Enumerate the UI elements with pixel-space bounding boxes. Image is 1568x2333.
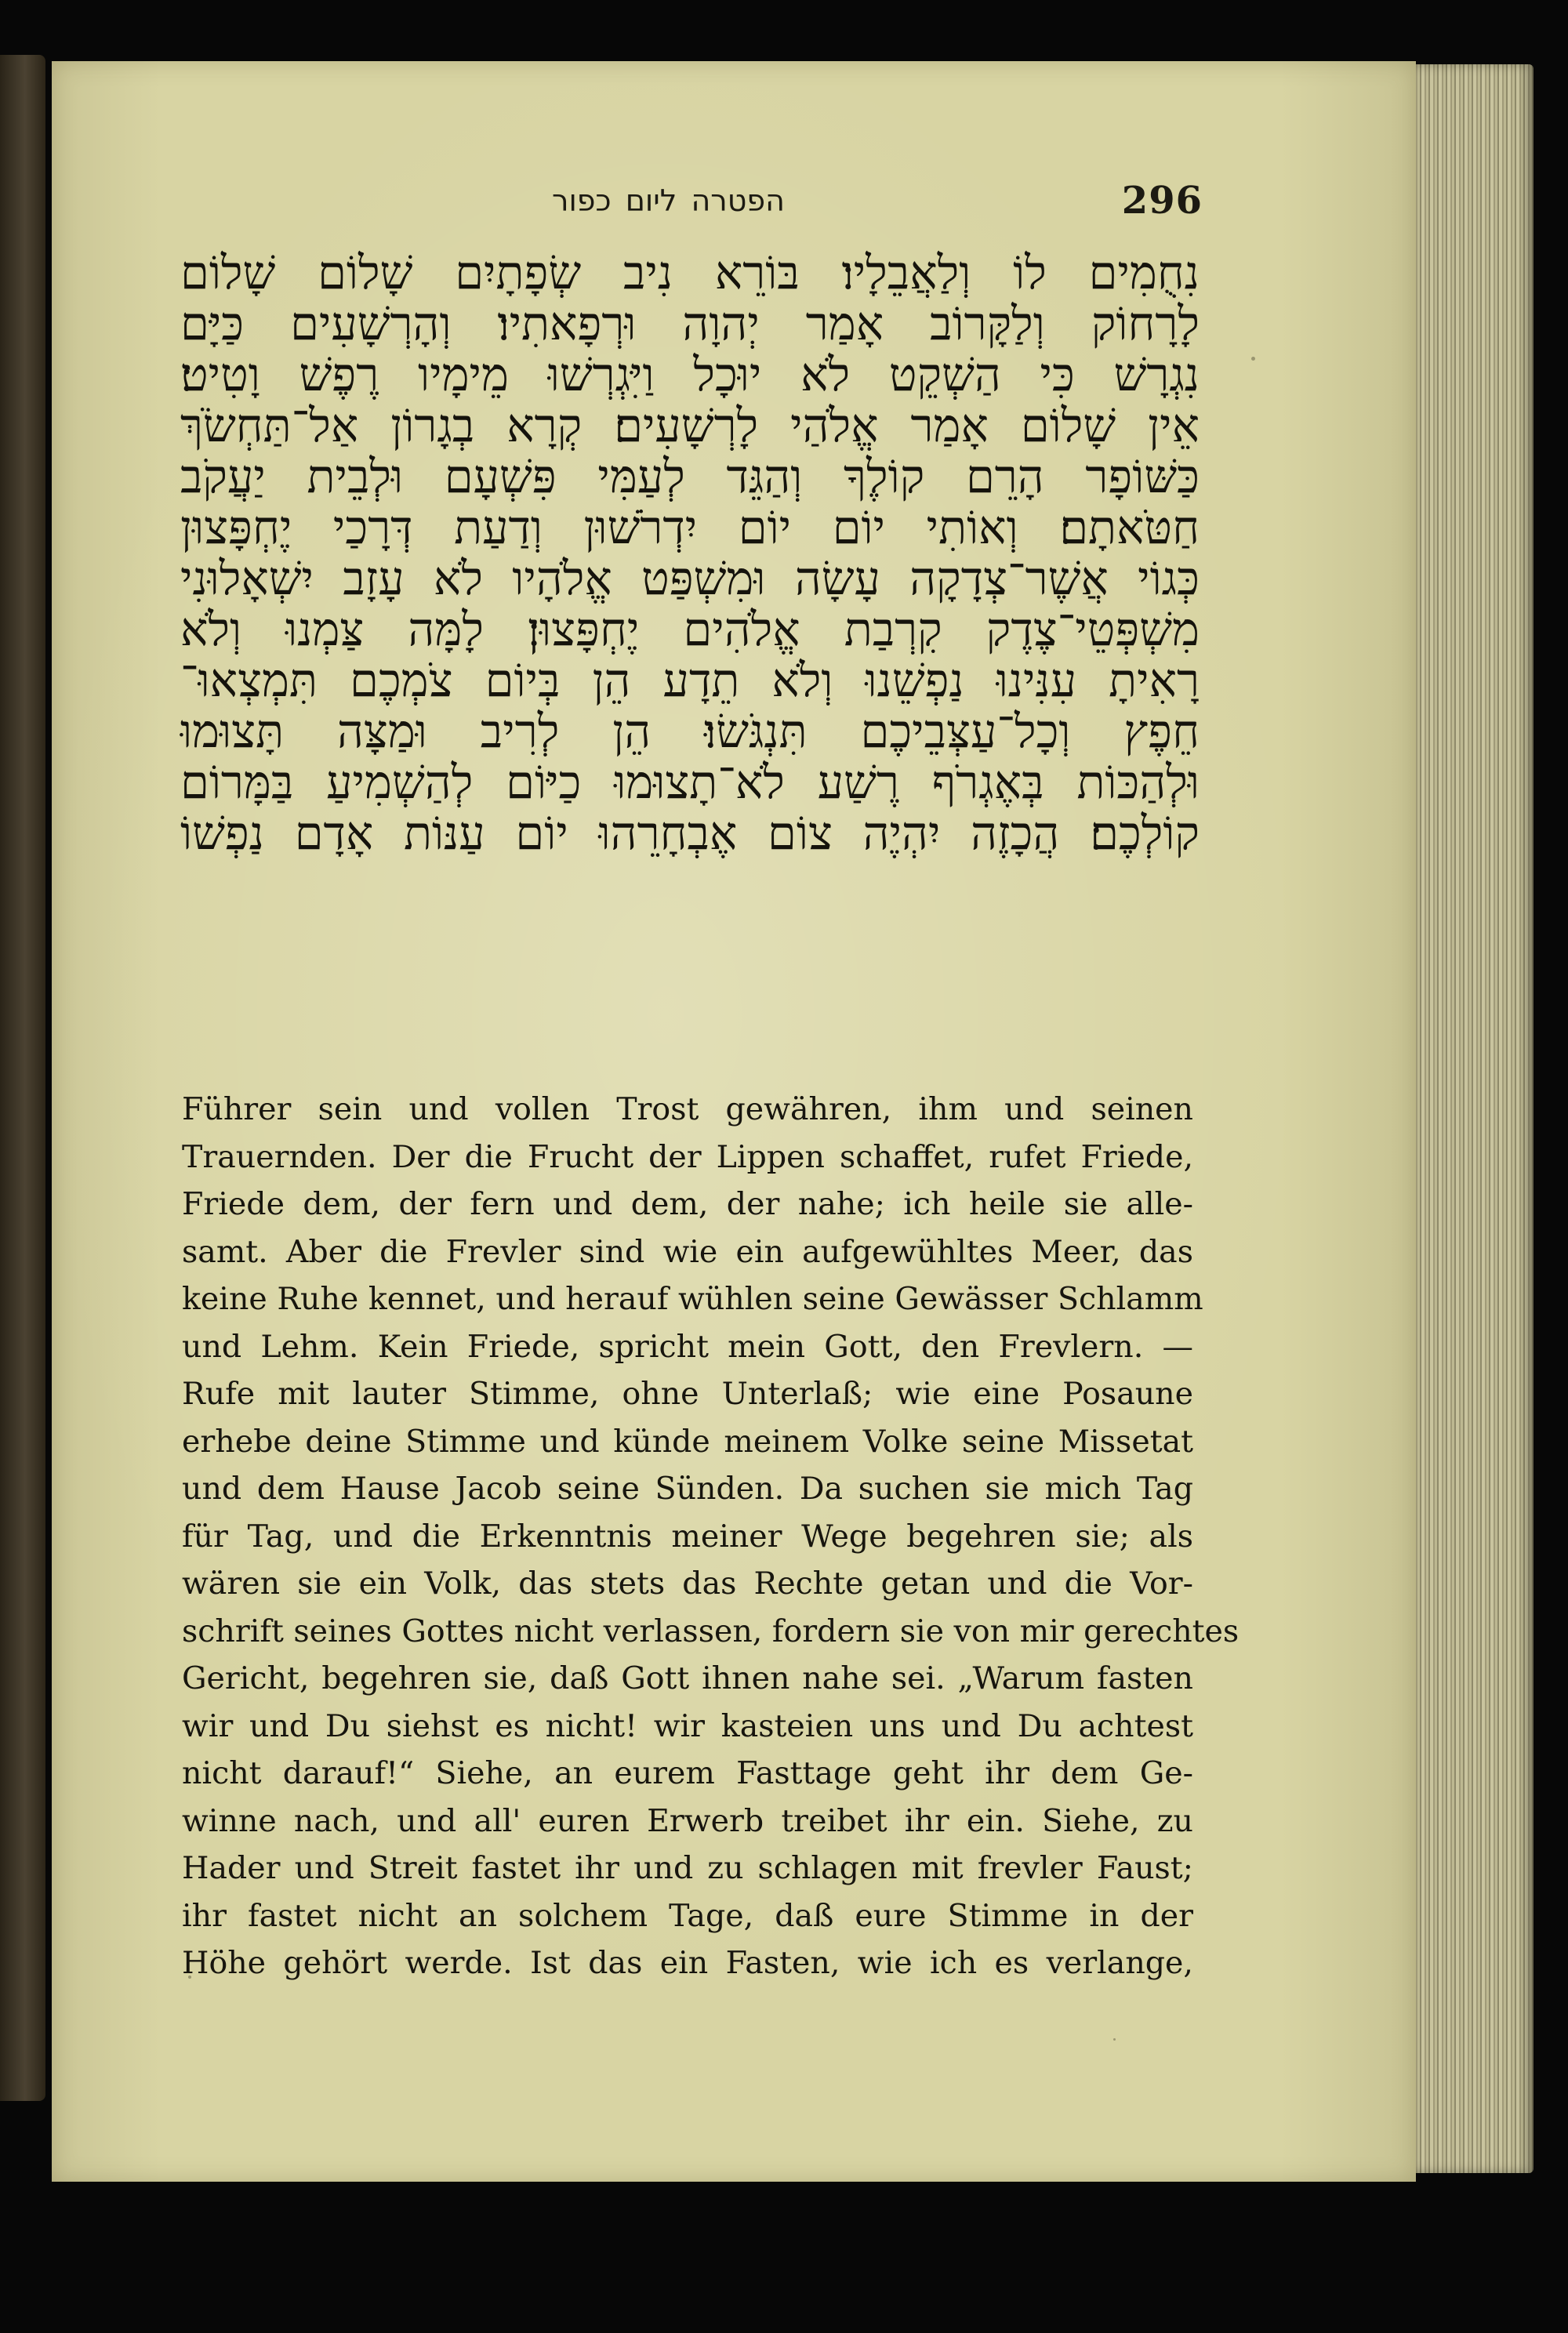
- running-head-title: הפטרה ליום כפור: [552, 183, 785, 218]
- german-line: schrift seines Gottes nicht verlassen, fordern sie von mir gerechtes: [182, 1613, 1240, 1649]
- german-translation-block: [182, 1086, 1240, 1987]
- german-line: ihr fastet nicht an solchem Tage, daß eure Stimme in der: [182, 1897, 1193, 1934]
- hebrew-line: חַטֹּאתָם׃ וְאוֹתִי יוֹם יוֹם יִדְרֹשׁוּן וְדַעַת דְּרָכַי יֶחְפָּצוּן: [180, 500, 1200, 554]
- german-line: winne nach, und all' euren Erwerb treibet ihr ein. Siehe, zu: [182, 1802, 1193, 1839]
- hebrew-line: נִחֻמִים לוֹ וְלַאֲבֵלָיו׃ בּוֹרֵא נִיב שְׂפָתָיִם שָׁלוֹם שָׁלוֹם: [180, 245, 1200, 299]
- german-line: Gericht, begehren sie, daß Gott ihnen nahe sei. „Warum fasten: [182, 1660, 1193, 1696]
- german-line: wären sie ein Volk, das stets das Rechte getan und die Vor-: [182, 1566, 1193, 1602]
- german-line: samt. Aber die Frevler sind wie ein aufgewühltes Meer, das: [182, 1233, 1193, 1270]
- hebrew-line: מִשְׁפְּטֵי־צֶדֶק קִרְבַת אֱלֹהִים יֶחְפָּצוּן׃ לָמָּה צַּמְנוּ וְלֹא: [180, 602, 1200, 656]
- hebrew-line: כַּשּׁוֹפָר הָרֵם קוֹלֶךָ וְהַגֵּד לְעַמִּי פִּשְׁעָם וּלְבֵית יַעֲקֹב: [180, 449, 1200, 503]
- hebrew-line: קוֹלְכֶם׃ הֲכָזֶה יִהְיֶה צוֹם אֶבְחָרֵהוּ יוֹם עַנּוֹת אָדָם נַפְשׁוֹ: [180, 806, 1200, 860]
- german-line: und Lehm. Kein Friede, spricht mein Gott, den Frevlern. —: [182, 1328, 1193, 1365]
- paper-speck: [1113, 2038, 1116, 2041]
- german-line: Hader und Streit fastet ihr und zu schlagen mit frevler Faust;: [182, 1850, 1193, 1886]
- paper-speck: [188, 1976, 191, 1979]
- page-block-edges: [1400, 64, 1534, 2173]
- german-line: Führer sein und vollen Trost gewähren, ihm und seinen: [182, 1091, 1193, 1127]
- german-line: Höhe gehört werde. Ist das ein Fasten, wie ich es verlange,: [182, 1945, 1193, 1981]
- german-line: Trauernden. Der die Frucht der Lippen schaffet, rufet Friede,: [182, 1138, 1193, 1175]
- paper-speck: [1251, 357, 1255, 361]
- running-head: [52, 118, 1416, 223]
- german-line: und dem Hause Jacob seine Sünden. Da suchen sie mich Tag: [182, 1471, 1193, 1507]
- german-line: für Tag, und die Erkenntnis meiner Wege begehren sie; als: [182, 1518, 1193, 1555]
- german-line: Rufe mit lauter Stimme, ohne Unterlaß; wie eine Posaune: [182, 1376, 1193, 1412]
- hebrew-line: נִגְרָשׁ כִּי הַשְׁקֵט לֹא יוּכָל וַיִּגְרְשׁוּ מֵימָיו רֶפֶשׁ וָטִיט׃: [180, 347, 1200, 401]
- hebrew-line: לָרָחוֹק וְלַקָּרוֹב אָמַר יְהוָה וּרְפָאתִיו׃ וְהָרְשָׁעִים כַּיָּם: [180, 296, 1200, 350]
- german-line: erhebe deine Stimme und künde meinem Volke seine Missetat: [182, 1423, 1193, 1460]
- hebrew-line: וּלְהַכּוֹת בְּאֶגְרֹף רֶשַׁע לֹא־תָצוּמוּ כַיּוֹם לְהַשְׁמִיעַ בַּמָּרוֹם: [180, 755, 1200, 809]
- german-line: wir und Du siehst es nicht! wir kasteien uns und Du achtest: [182, 1707, 1193, 1744]
- german-line: Friede dem, der fern und dem, der nahe; ich heile sie alle-: [182, 1186, 1193, 1222]
- hebrew-line: כְּגוֹי אֲשֶׁר־צְדָקָה עָשָׂה וּמִשְׁפַּט אֱלֹהָיו לֹא עָזָב יִשְׁאָלוּנִי: [180, 551, 1200, 605]
- german-line: keine Ruhe kennet, und herauf wühlen seine Gewässer Schlamm: [182, 1281, 1203, 1317]
- german-line: nicht darauf!“ Siehe, an eurem Fasttage geht ihr dem Ge-: [182, 1755, 1193, 1791]
- hebrew-line: רָאִיתָ עִנִּינוּ נַפְשֵׁנוּ וְלֹא תֵדָע הֵן בְּיוֹם צֹמְכֶם תִּמְצְאוּ־: [180, 653, 1200, 707]
- hebrew-line: אֵין שָׁלוֹם אָמַר אֱלֹהַי לָרְשָׁעִים׃ קְרָא בְגָרוֹן אַל־תַּחְשֹׂךְ: [180, 398, 1200, 452]
- hebrew-line: חֵפֶץ וְכָל־עַצְּבֵיכֶם תִּנְגֹּשׂוּ׃ הֵן לְרִיב וּמַצָּה תָּצוּמוּ: [180, 704, 1200, 758]
- hebrew-text-block: [180, 247, 1200, 858]
- previous-page-edge: [0, 55, 45, 2101]
- page-number: 296: [1121, 179, 1203, 223]
